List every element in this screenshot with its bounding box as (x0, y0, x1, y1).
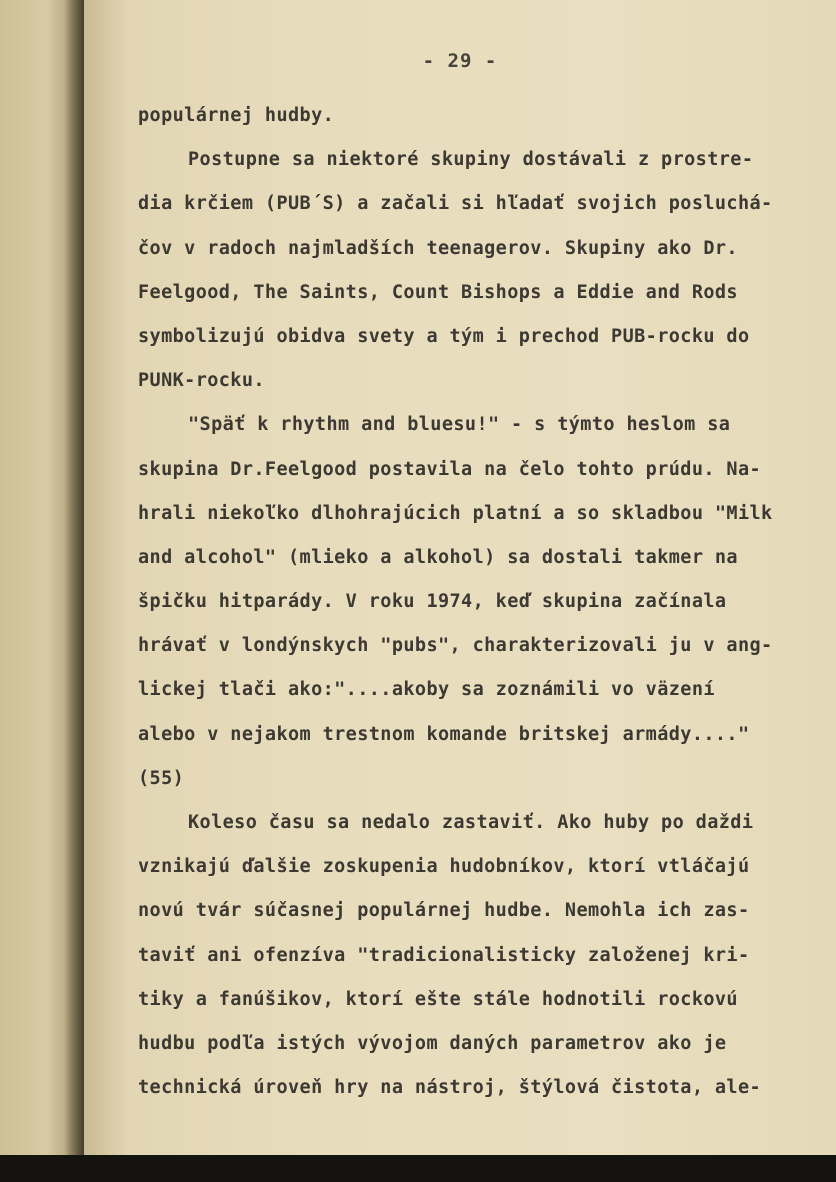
text-line: and alcohol" (mlieko a alkohol) sa dostali takmer na (138, 546, 738, 568)
text-line: čov v radoch najmladších teenagerov. Skupiny ako Dr. (138, 237, 738, 259)
text-line: tiky a fanúšikov, ktorí ešte stále hodnotili rockovú (138, 988, 738, 1010)
text-line: Koleso času sa nedalo zastaviť. Ako huby po daždi (188, 812, 754, 833)
text-line: hrali niekoľko dlhohrajúcich platní a so skladbou "Milk (138, 502, 773, 524)
text-line: (55) (138, 767, 185, 789)
text-line: technická úroveň hry na nástroj, štýlová čistota, ale- (138, 1077, 762, 1099)
text-line: špičku hitparády. V roku 1974, keď skupina začínala (138, 591, 727, 613)
body-text (138, 94, 798, 1110)
text-line: skupina Dr.Feelgood postavila na čelo tohto prúdu. Na- (138, 458, 762, 480)
text-line: dia krčiem (PUB´S) a začali si hľadať svojich posluchá- (138, 193, 773, 215)
text-line: Feelgood, The Saints, Count Bishops a Eddie and Rods (138, 281, 738, 303)
text-line: novú tvár súčasnej populárnej hudbe. Nemohla ich zas- (138, 900, 750, 922)
text-line: Postupne sa niektoré skupiny dostávali z prostre- (188, 149, 754, 171)
text-line: populárnej hudby. (138, 105, 335, 126)
text-line: "Späť k rhythm and bluesu!" - s týmto heslom sa (188, 414, 731, 436)
scan-bottom-border (0, 1155, 836, 1182)
text-line: symbolizujú obidva svety a tým i prechod PUB-rocku do (138, 325, 750, 347)
text-line: alebo v nejakom trestnom komande britskej armády...." (138, 723, 750, 745)
text-line: taviť ani ofenzíva "tradicionalisticky založenej kri- (138, 944, 750, 966)
text-line: vznikajú ďalšie zoskupenia hudobníkov, ktorí vtláčajú (138, 856, 750, 878)
book-spine (64, 0, 86, 1155)
page-number: - 29 - (422, 50, 498, 72)
text-line: lickej tlači ako:"....akoby sa zoznámili vo väzení (138, 679, 715, 701)
text-line: hrávať v londýnskych "pubs", charakterizovali ju v ang- (138, 635, 773, 657)
text-line: PUNK-rocku. (138, 370, 265, 392)
text-line: hudbu podľa istých vývojom daných parametrov ako je (138, 1032, 727, 1054)
